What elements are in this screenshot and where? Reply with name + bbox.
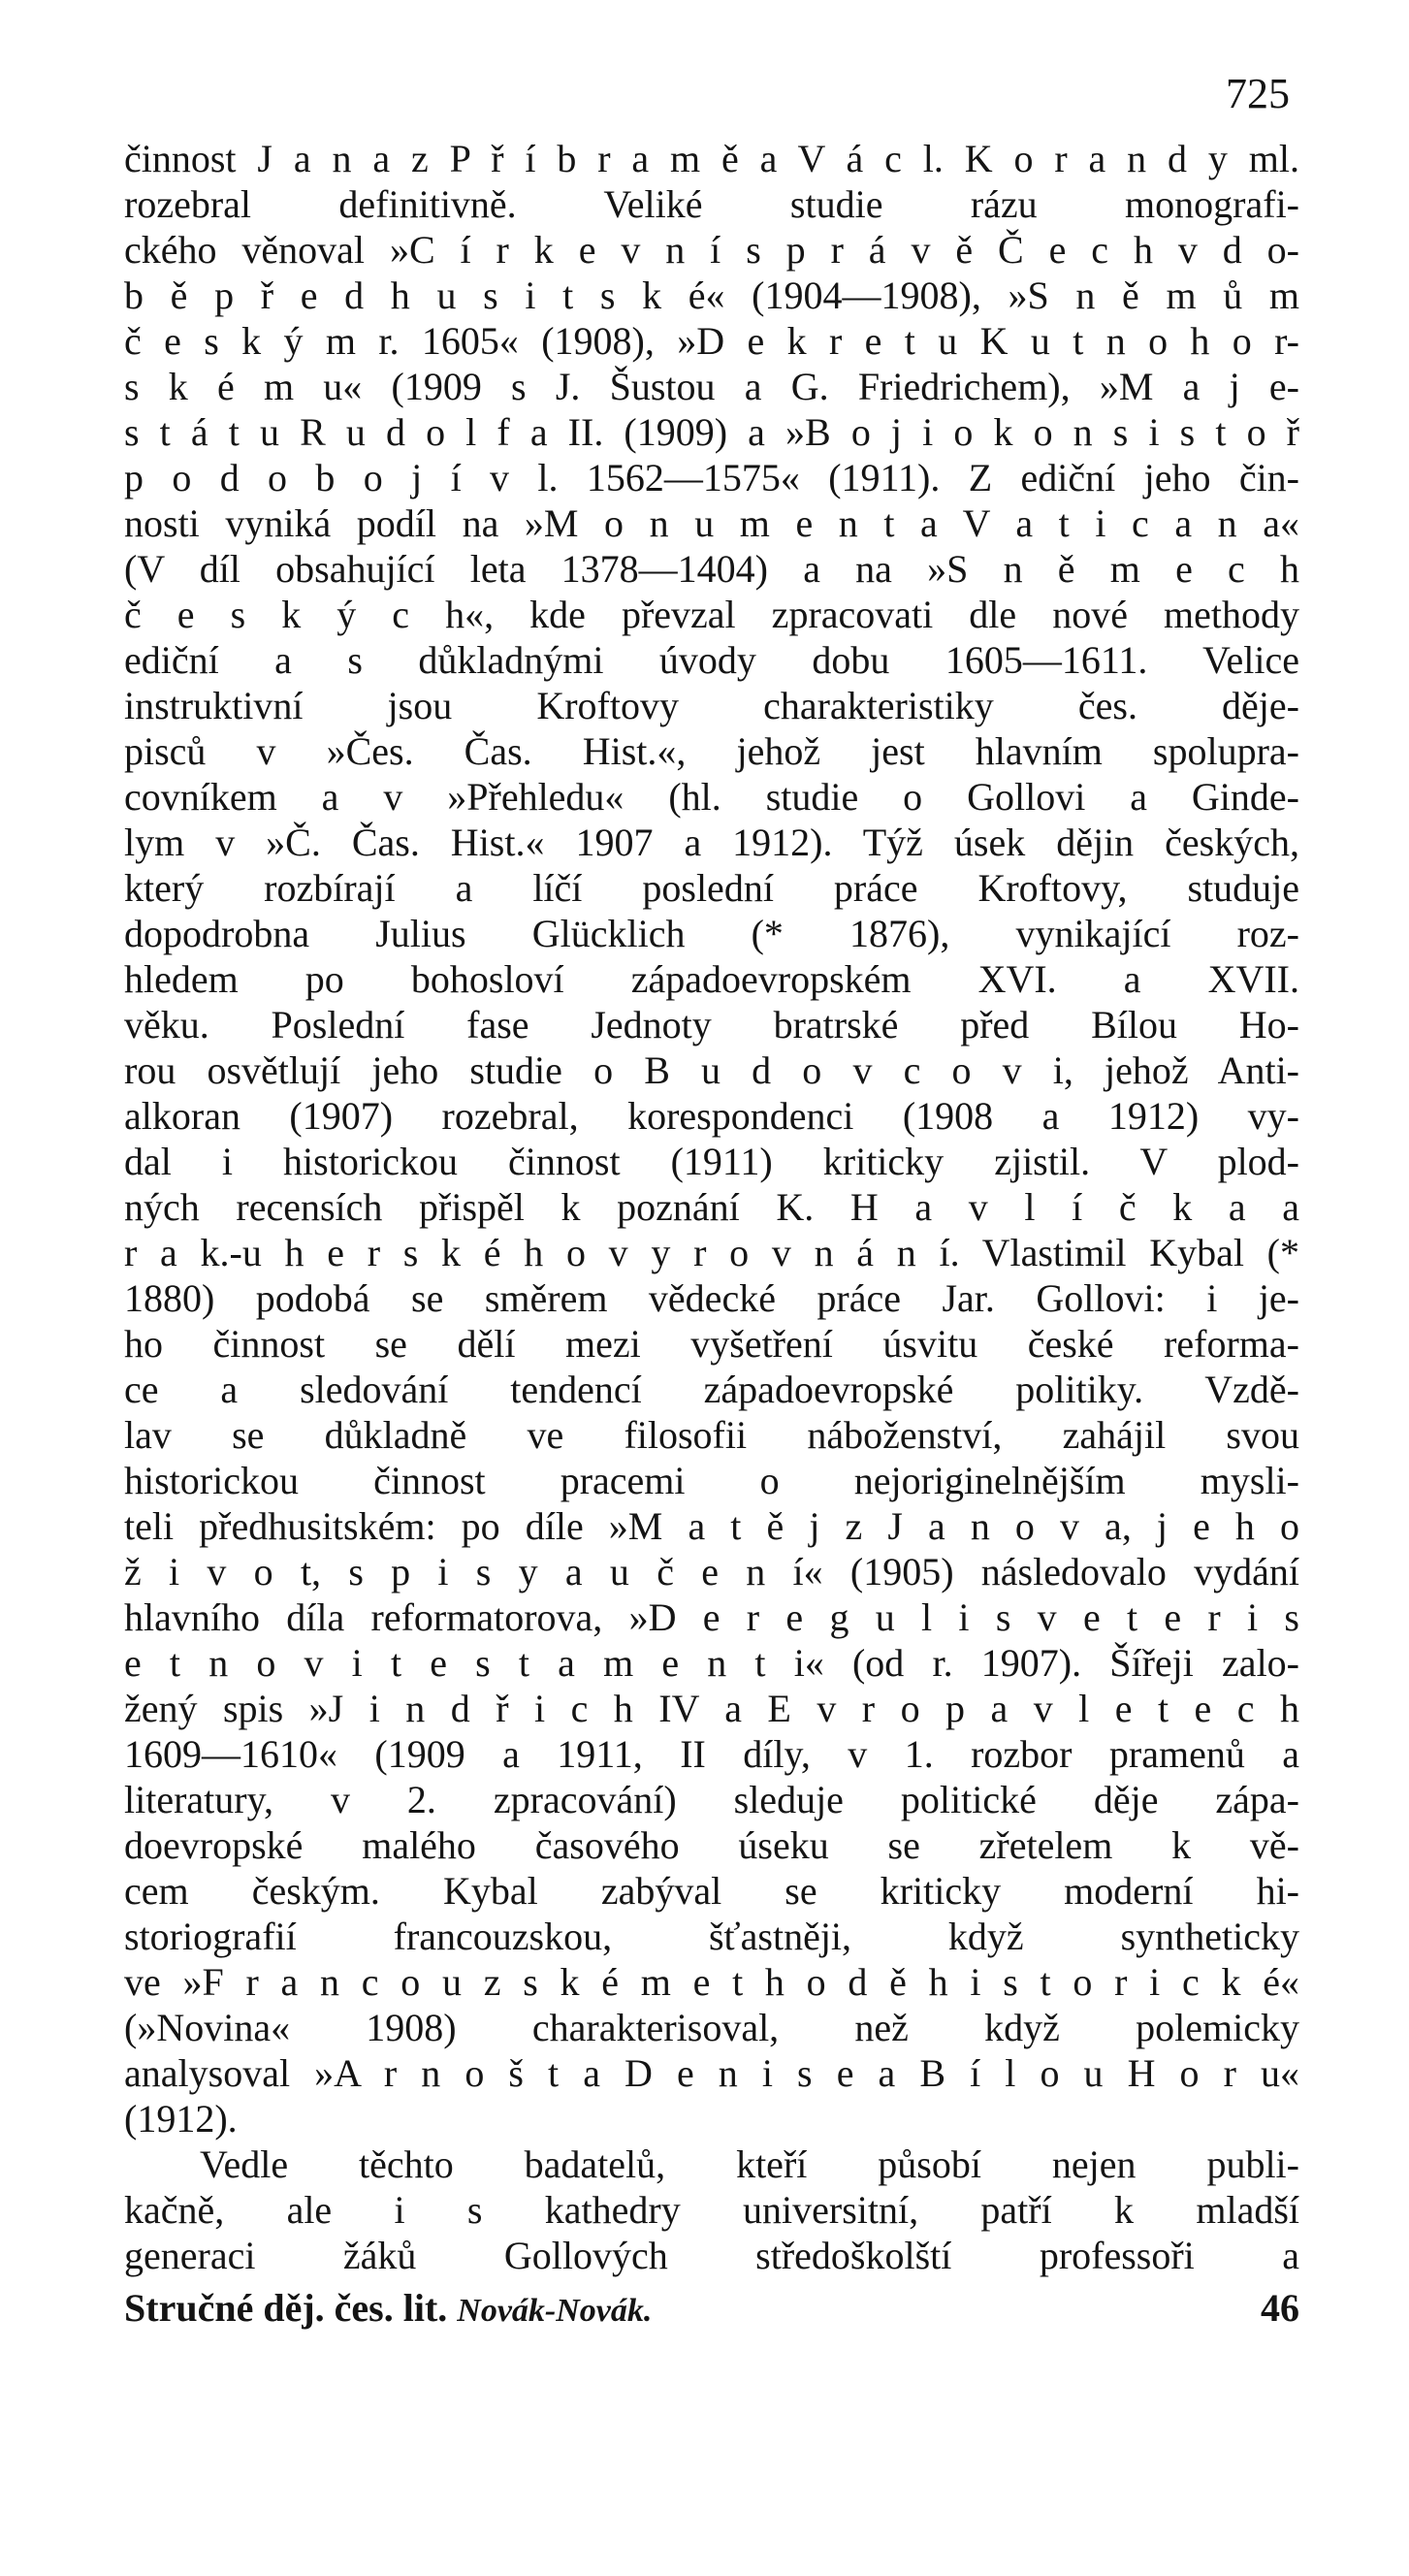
text-line: ž i v o t, s p i s y a u č e n í« (1905) následovalo vydání (124, 1550, 1299, 1594)
text-line: nosti vyniká podíl na »M o n u m e n t a V a t i c a n a« (124, 501, 1299, 545)
text-line: ných recensích přispěl k poznání K. H a v l í č k a a (124, 1185, 1299, 1229)
text-line: analysoval »A r n o š t a D e n i s e a B í l o u H o r u« (124, 2051, 1299, 2095)
text-line: který rozbírají a líčí poslední práce Kroftovy, studuje (124, 866, 1299, 910)
text-line: činnost J a n a z P ř í b r a m ě a V á c l. K o r a n d y ml. (124, 137, 1299, 180)
text-line: 1880) podobá se směrem vědecké práce Jar. Gollovi: i je- (124, 1276, 1299, 1320)
text-line: (»Novina« 1908) charakterisoval, než když polemicky (124, 2006, 1299, 2049)
text-line: č e s k ý c h«, kde převzal zpracovati dle nové methody (124, 593, 1299, 636)
text-line: instruktivní jsou Kroftovy charakteristiky čes. děje- (124, 684, 1299, 727)
text-line: cem českým. Kybal zabýval se kriticky moderní hi- (124, 1869, 1299, 1913)
text-line: žený spis »J i n d ř i c h IV a E v r o p a v l e t e c h (124, 1687, 1299, 1730)
sheet-signature: Stručné děj. čes. lit. (124, 2286, 448, 2330)
text-line: lav se důkladně ve filosofii náboženství, zahájil svou (124, 1413, 1299, 1457)
text-line: (V díl obsahující leta 1378—1404) a na »S n ě m e c h (124, 547, 1299, 591)
text-line: covníkem a v »Přehledu« (hl. studie o Gollovi a Ginde- (124, 775, 1299, 819)
text-line: storiografií francouzskou, šťastněji, když syntheticky (124, 1915, 1299, 1958)
text-line: e t n o v i t e s t a m e n t i« (od r. 1907). Šířeji zalo- (124, 1641, 1299, 1685)
text-line: ho činnost se dělí mezi vyšetření úsvitu české reforma- (124, 1322, 1299, 1366)
text-line: rou osvětlují jeho studie o B u d o v c o v i, jehož Anti- (124, 1048, 1299, 1092)
text-line: ce a sledování tendencí západoevropské politiky. Vzdě- (124, 1368, 1299, 1411)
text-line: č e s k ý m r. 1605« (1908), »D e k r e t u K u t n o h o r- (124, 319, 1299, 363)
text-line: lym v »Č. Čas. Hist.« 1907 a 1912). Týž úsek dějin českých, (124, 821, 1299, 864)
text-line: hledem po bohosloví západoevropském XVI. a XVII. (124, 957, 1299, 1001)
text-line: 1609—1610« (1909 a 1911, II díly, v 1. rozbor pramenů a (124, 1732, 1299, 1776)
text-line: kačně, ale i s kathedry universitní, patří k mladší (124, 2188, 1299, 2232)
text-line: věku. Poslední fase Jednoty bratrské před Bílou Ho- (124, 1003, 1299, 1046)
sheet-signature-footer (124, 2279, 1299, 2337)
page-number: 725 (1226, 70, 1290, 117)
text-line: alkoran (1907) rozebral, korespondenci (1908 a 1912) vy- (124, 1094, 1299, 1138)
text-line: ediční a s důkladnými úvody dobu 1605—1611. Velice (124, 638, 1299, 682)
text-line: historickou činnost pracemi o nejoriginelnějším mysli- (124, 1459, 1299, 1502)
text-line: literatury, v 2. zpracování) sleduje politické děje zápa- (124, 1778, 1299, 1821)
text-line: generaci žáků Gollových středoškolští professoři a (124, 2234, 1299, 2277)
text-line: b ě p ř e d h u s i t s k é« (1904—1908), »S n ě m ů m (124, 274, 1299, 317)
text-line: s t á t u R u d o l f a II. (1909) a »B o j i o k o n s i s t o ř (124, 410, 1299, 454)
text-line: teli předhusitském: po díle »M a t ě j z J a n o v a, j e h o (124, 1504, 1299, 1548)
sheet-number: 46 (1261, 2286, 1299, 2330)
text-line: rozebral definitivně. Veliké studie rázu monografi- (124, 182, 1299, 226)
text-line: dopodrobna Julius Glücklich (* 1876), vynikající roz- (124, 912, 1299, 955)
paragraph-end-line: (1912). (124, 2097, 238, 2141)
text-line: s k é m u« (1909 s J. Šustou a G. Friedrichem), »M a j e- (124, 365, 1299, 408)
text-line: ve »F r a n c o u z s k é m e t h o d ě h i s t o r i c k é« (124, 1960, 1299, 2004)
text-line: pisců v »Čes. Čas. Hist.«, jehož jest hlavním spolupra- (124, 729, 1299, 773)
text-line: ckého věnoval »C í r k e v n í s p r á v ě Č e c h v d o- (124, 228, 1299, 272)
sheet-author: Novák-Novák. (457, 2293, 653, 2329)
text-line: r a k.-u h e r s k é h o v y r o v n á n í. Vlastimil Kybal (* (124, 1231, 1299, 1274)
text-line: p o d o b o j í v l. 1562—1575« (1911). Z ediční jeho čin- (124, 456, 1299, 499)
paragraph-start-line: Vedle těchto badatelů, kteří působí nejen publi- (200, 2142, 1299, 2186)
body-text (124, 136, 1299, 2278)
text-line: dal i historickou činnost (1911) kriticky zjistil. V plod- (124, 1140, 1299, 1183)
text-line: hlavního díla reformatorova, »D e r e g u l i s v e t e r i s (124, 1595, 1299, 1639)
text-line: doevropské malého časového úseku se zřetelem k vě- (124, 1823, 1299, 1867)
